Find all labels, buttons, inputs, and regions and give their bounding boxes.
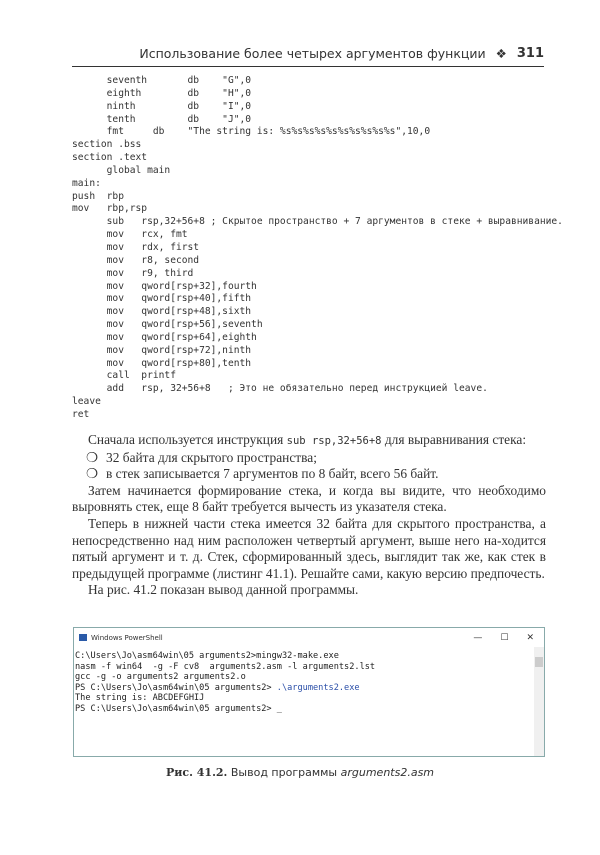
caption-label: Рис. 41.2. [165,766,228,779]
code-line: eighth db "H",0 [72,87,252,99]
page-number: 311 [516,46,544,61]
terminal-line: gcc -g -o arguments2 arguments2.o [75,672,246,682]
code-line: mov qword[rsp+32],fourth [72,280,257,292]
code-line: mov rbp,rsp [72,203,148,215]
header-separator: ❖ [495,46,507,61]
cursor: _ [276,703,282,714]
prompt: PS C:\Users\Jo\asm64win\05 arguments2> [75,682,277,693]
code-line: ret [72,408,90,420]
code-line: mov qword[rsp+72],ninth [72,344,252,356]
paragraph: На рис. 41.2 показан вывод данной программы. [88,582,359,598]
scrollbar-thumb[interactable] [535,657,543,667]
code-line: push rbp [72,190,124,202]
powershell-icon [79,634,87,641]
code-line: mov qword[rsp+40],fifth [72,293,252,305]
header-rule [72,66,544,67]
list-item [72,450,546,467]
code-line: call printf [72,370,176,382]
code-line: ninth db "I",0 [72,100,252,112]
prompt: PS C:\Users\Jo\asm64win\05 arguments2> [75,703,277,714]
list-item-text: в стек записывается 7 аргументов по 8 байт, всего 56 байт. [106,466,439,482]
close-button[interactable]: ✕ [526,632,534,643]
body-text [72,432,546,599]
window-title: Windows PowerShell [91,633,163,642]
code-line: section .text [72,152,148,164]
list-item-text: 32 байта для скрытого пространства; [106,449,317,465]
maximize-button[interactable]: ☐ [500,632,509,643]
list-item [72,466,546,483]
code-line: mov rdx, first [72,241,200,253]
text: Сначала используется инструкция [88,432,287,447]
title-bar [74,628,544,647]
bullet-circle-icon: ❍ [86,466,99,482]
caption-text: Вывод программы [227,766,341,779]
code-line: mov r9, third [72,267,194,279]
code-line: mov qword[rsp+64],eighth [72,331,257,343]
code-line: global main [72,164,171,176]
code-line: section .bss [72,139,142,151]
terminal-output [74,647,544,714]
paragraph: Затем начинается формирование стека, и когда вы видите, что необходимо выровнять стек, еще 8 байт требуется вычесть из указателя стека. [72,482,546,515]
terminal-line: The string is: ABCDEFGHIJ [75,693,205,703]
figure-caption [0,766,600,779]
code-line: sub rsp,32+56+8 ; Скрытое пространство + 7 аргументов в стеке + выравнивание. [72,216,563,228]
running-header [139,46,544,61]
code-line: mov r8, second [72,254,200,266]
code-line: fmt db "The string is: %s%s%s%s%s%s%s%s%s%s",10,0 [72,126,431,138]
code-line: seventh db "G",0 [72,75,252,86]
code-line: mov rcx, fmt [72,229,188,241]
minimize-button[interactable]: — [473,632,483,643]
terminal-line [75,683,544,694]
code-line: leave [72,396,101,408]
terminal-line [75,704,544,715]
code-line: mov qword[rsp+48],sixth [72,306,252,318]
paragraph: Теперь в нижней части стека имеется 32 байта для скрытого пространства, а непосредственно над ним расположен четвертый аргумент, выше него на-ходится пятый аргумент и т. д. Стек, сформированный здесь, выглядит так же, как стек в предыдущей программе (листинг 41.1). Решайте сами, какую версию предпочесть. [72,515,546,581]
paragraph [72,432,546,450]
header-title: Использование более четырех аргументов функции [139,46,486,61]
terminal-line: nasm -f win64 -g -F cv8 arguments2.asm -l arguments2.lst [75,661,376,672]
code-listing [72,75,563,422]
caption-filename: arguments2.asm [340,766,435,779]
terminal-line: C:\Users\Jo\asm64win\05 arguments2>mingw32-make.exe [75,651,339,661]
code-line: tenth db "J",0 [72,113,252,125]
powershell-window-figure [73,627,545,757]
vertical-scrollbar[interactable] [534,647,544,756]
command: .\arguments2.exe [276,682,360,693]
code-line: mov qword[rsp+56],seventh [72,319,263,331]
bullet-circle-icon: ❍ [86,449,99,465]
text: для выравнивания стека: [381,432,527,447]
code-line: mov qword[rsp+80],tenth [72,357,252,369]
code-line: main: [72,177,101,189]
inline-code: sub rsp,32+56+8 [286,435,382,447]
code-line: add rsp, 32+56+8 ; Это не обязательно перед инструкцией leave. [72,383,488,395]
